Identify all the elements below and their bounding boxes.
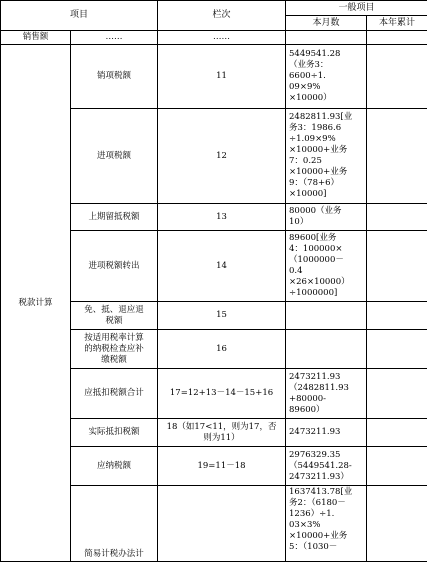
row-label: 应抵扣税额合计 — [71, 369, 158, 419]
header-this-month: 本月数 — [286, 16, 367, 31]
row-col: 16 — [158, 330, 286, 369]
row-month: 1637413.78[业 务2：（6180－ 1236）÷1. 03×3% ×10000+业务 5：（1030－ — [286, 486, 367, 562]
header-column-no: 栏次 — [158, 1, 286, 31]
header-item: 项目 — [1, 1, 158, 31]
row-label: 应纳税额 — [71, 447, 158, 486]
row-month: 89600[业务 4：100000× （1000000－ 0.4 ×26×10000） ÷1000000] — [286, 231, 367, 302]
row-year — [367, 302, 427, 330]
row-year — [367, 369, 427, 419]
row-label: 实际抵扣税额 — [71, 419, 158, 447]
row-col: 17=12+13－14－15+16 — [158, 369, 286, 419]
row-year — [367, 486, 427, 562]
sales-label: 销售额 — [1, 31, 71, 45]
row-year — [367, 204, 427, 231]
row-month: 2473211.93 — [286, 419, 367, 447]
row-label: 销项税额 — [71, 45, 158, 109]
row-col: 15 — [158, 302, 286, 330]
row-month: 2976329.35 （5449541.28- 2473211.93） — [286, 447, 367, 486]
sales-year — [367, 31, 427, 45]
row-year — [367, 109, 427, 204]
row-year — [367, 419, 427, 447]
row-col: 12 — [158, 109, 286, 204]
row-label: 简易计税办法计 — [71, 486, 158, 562]
row-col: 11 — [158, 45, 286, 109]
row-month: 2473211.93 （2482811.93 +80000- 89600） — [286, 369, 367, 419]
row-label: 按适用税率计算 的纳税检查应补 缴税额 — [71, 330, 158, 369]
row-month — [286, 302, 367, 330]
row-year — [367, 231, 427, 302]
row-col: 14 — [158, 231, 286, 302]
header-general-item: 一般项目 — [286, 1, 427, 16]
sales-col-dots: …… — [158, 31, 286, 45]
header-year-total: 本年累计 — [367, 16, 427, 31]
row-col: 18（如17<11，则为17，否 则为11） — [158, 419, 286, 447]
row-month — [286, 330, 367, 369]
row-label: 进项税额 — [71, 109, 158, 204]
row-col: 13 — [158, 204, 286, 231]
row-year — [367, 330, 427, 369]
row-month: 5449541.28 （业务3： 6600÷1. 09×9% ×10000） — [286, 45, 367, 109]
sales-month — [286, 31, 367, 45]
row-year — [367, 45, 427, 109]
row-col: 19=11－18 — [158, 447, 286, 486]
row-label: 免、抵、退应退 税额 — [71, 302, 158, 330]
row-label: 上期留抵税额 — [71, 204, 158, 231]
row-year — [367, 447, 427, 486]
row-col — [158, 486, 286, 562]
row-month: 80000（业务 10） — [286, 204, 367, 231]
sales-item-dots: …… — [71, 31, 158, 45]
row-month: 2482811.93[业 务3：1986.6 ÷1.09×9% ×10000+业务 7：0.25 ×10000+业务 9：（78+6） ×10000] — [286, 109, 367, 204]
row-label: 进项税额转出 — [71, 231, 158, 302]
section-label-tax-calc: 税款计算 — [1, 45, 71, 562]
